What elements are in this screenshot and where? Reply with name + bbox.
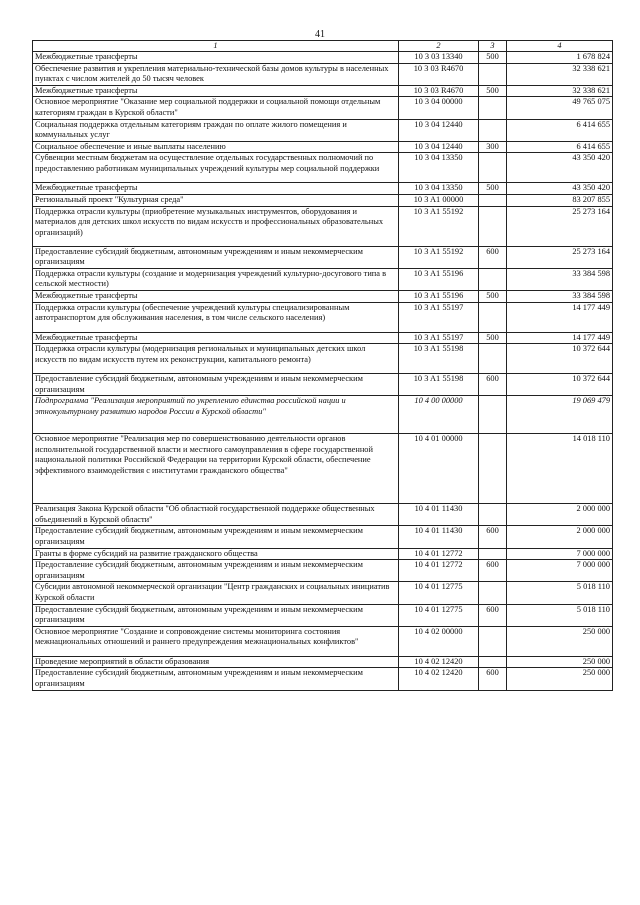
row-amount: 1 678 824 — [507, 52, 613, 64]
row-name: Межбюджетные трансферты — [33, 52, 399, 64]
row-type: 600 — [479, 668, 507, 690]
row-amount: 2 000 000 — [507, 526, 613, 548]
table-row — [33, 560, 613, 582]
row-amount: 2 000 000 — [507, 504, 613, 526]
row-type: 600 — [479, 560, 507, 582]
row-type: 300 — [479, 141, 507, 153]
row-name: Региональный проект "Культурная среда" — [33, 194, 399, 206]
table-row — [33, 344, 613, 374]
row-name: Предоставление субсидий бюджетным, автономным учреждениям и иным некоммерческим организациям — [33, 668, 399, 690]
row-code: 10 3 04 00000 — [399, 97, 479, 119]
row-name: Реализация Закона Курской области "Об областной государственной поддержке общественных объединений в Курской области" — [33, 504, 399, 526]
header-name: 1 — [33, 41, 399, 52]
table-header-row — [33, 41, 613, 52]
row-name: Подпрограмма "Реализация мероприятий по укреплению единства российской нации и этнокультурному развитию народов России в Курской области" — [33, 396, 399, 434]
row-amount: 7 000 000 — [507, 548, 613, 560]
row-code: 10 3 A1 55198 — [399, 344, 479, 374]
row-type: 500 — [479, 85, 507, 97]
row-type: 600 — [479, 526, 507, 548]
row-type: 600 — [479, 374, 507, 396]
row-name: Поддержка отрасли культуры (приобретение музыкальных инструментов, оборудования и материалов для детских школ искусств по видам искусств и профессиональных образовательных организаций) — [33, 206, 399, 246]
row-name: Субсидии автономной некоммерческой организации "Центр гражданских и социальных инициатив Курской области — [33, 582, 399, 604]
row-name: Проведение мероприятий в области образования — [33, 656, 399, 668]
row-code: 10 3 A1 55197 — [399, 332, 479, 344]
row-amount: 25 273 164 — [507, 206, 613, 246]
row-name: Предоставление субсидий бюджетным, автономным учреждениям и иным некоммерческим организациям — [33, 374, 399, 396]
row-amount: 14 177 449 — [507, 332, 613, 344]
row-code: 10 4 00 00000 — [399, 396, 479, 434]
row-type: 500 — [479, 183, 507, 195]
row-name: Межбюджетные трансферты — [33, 290, 399, 302]
header-type: 3 — [479, 41, 507, 52]
row-type — [479, 504, 507, 526]
row-name: Поддержка отрасли культуры (обеспечение учреждений культуры специализированным автотранспортом для обслуживания населения, в том числе сельского населения) — [33, 302, 399, 332]
table-row — [33, 141, 613, 153]
row-amount: 10 372 644 — [507, 344, 613, 374]
row-amount: 19 069 479 — [507, 396, 613, 434]
row-code: 10 3 03 R4670 — [399, 85, 479, 97]
table-row — [33, 582, 613, 604]
row-amount: 32 338 621 — [507, 63, 613, 85]
row-code: 10 4 02 12420 — [399, 656, 479, 668]
row-amount: 25 273 164 — [507, 246, 613, 268]
row-amount: 250 000 — [507, 668, 613, 690]
row-amount: 5 018 110 — [507, 604, 613, 626]
row-name: Поддержка отрасли культуры (модернизация региональных и муниципальных детских школ искусств по видам искусств путем их реконструкции, капитального ремонта) — [33, 344, 399, 374]
row-name: Основное мероприятие "Создание и сопровождение системы мониторинга состояния межнациональных отношений и раннего предупреждения межнациональных конфликтов" — [33, 626, 399, 656]
row-type — [479, 119, 507, 141]
budget-table — [32, 40, 613, 691]
row-name: Предоставление субсидий бюджетным, автономным учреждениям и иным некоммерческим организациям — [33, 560, 399, 582]
row-code: 10 4 02 00000 — [399, 626, 479, 656]
row-name: Основное мероприятие "Оказание мер социальной поддержки и социальной помощи отдельным категориям граждан в Курской области" — [33, 97, 399, 119]
row-type — [479, 434, 507, 504]
row-code: 10 3 A1 55192 — [399, 246, 479, 268]
table-row — [33, 268, 613, 290]
table-row — [33, 434, 613, 504]
row-type — [479, 63, 507, 85]
table-row — [33, 194, 613, 206]
row-amount: 250 000 — [507, 656, 613, 668]
row-name: Предоставление субсидий бюджетным, автономным учреждениям и иным некоммерческим организациям — [33, 526, 399, 548]
row-name: Поддержка отрасли культуры (создание и модернизация учреждений культурно-досугового типа в сельской местности) — [33, 268, 399, 290]
row-amount: 14 018 110 — [507, 434, 613, 504]
row-amount: 6 414 655 — [507, 141, 613, 153]
row-code: 10 4 01 11430 — [399, 504, 479, 526]
table-row — [33, 396, 613, 434]
table-row — [33, 302, 613, 332]
row-amount: 6 414 655 — [507, 119, 613, 141]
row-code: 10 3 04 13350 — [399, 153, 479, 183]
table-row — [33, 548, 613, 560]
header-code: 2 — [399, 41, 479, 52]
table-row — [33, 119, 613, 141]
row-type — [479, 626, 507, 656]
row-type: 500 — [479, 332, 507, 344]
table-row — [33, 63, 613, 85]
row-type: 600 — [479, 604, 507, 626]
row-name: Субвенции местным бюджетам на осуществление отдельных государственных полномочий по предоставлению работникам муниципальных учреждений культуры мер социальной поддержки — [33, 153, 399, 183]
row-type — [479, 344, 507, 374]
row-name: Межбюджетные трансферты — [33, 85, 399, 97]
row-type: 500 — [479, 52, 507, 64]
table-row — [33, 183, 613, 195]
row-type — [479, 396, 507, 434]
row-name: Межбюджетные трансферты — [33, 183, 399, 195]
header-amount: 4 — [507, 41, 613, 52]
row-code: 10 3 04 13350 — [399, 183, 479, 195]
row-type — [479, 656, 507, 668]
table-row — [33, 626, 613, 656]
table-row — [33, 85, 613, 97]
row-type — [479, 548, 507, 560]
row-code: 10 4 01 12772 — [399, 548, 479, 560]
row-code: 10 4 02 12420 — [399, 668, 479, 690]
row-amount: 14 177 449 — [507, 302, 613, 332]
table-row — [33, 504, 613, 526]
row-amount: 32 338 621 — [507, 85, 613, 97]
row-type — [479, 206, 507, 246]
row-amount: 43 350 420 — [507, 153, 613, 183]
row-type — [479, 153, 507, 183]
row-name: Межбюджетные трансферты — [33, 332, 399, 344]
row-amount: 5 018 110 — [507, 582, 613, 604]
row-amount: 7 000 000 — [507, 560, 613, 582]
row-code: 10 3 A1 55198 — [399, 374, 479, 396]
row-code: 10 3 04 12440 — [399, 141, 479, 153]
row-code: 10 3 A1 55196 — [399, 290, 479, 302]
row-code: 10 3 A1 55196 — [399, 268, 479, 290]
row-name: Социальная поддержка отдельным категориям граждан по оплате жилого помещения и коммунальных услуг — [33, 119, 399, 141]
row-code: 10 3 A1 55197 — [399, 302, 479, 332]
row-amount: 33 384 598 — [507, 290, 613, 302]
row-type — [479, 582, 507, 604]
row-amount: 10 372 644 — [507, 374, 613, 396]
table-row — [33, 604, 613, 626]
table-row — [33, 153, 613, 183]
row-name: Основное мероприятие "Реализация мер по совершенствованию деятельности органов исполнительной государственной власти и местного самоуправления в сфере государственной национальной политики Российской Федерации на территории Курской области, обеспечение эффективного взаимодействия с институтами гражданского общества" — [33, 434, 399, 504]
row-type — [479, 268, 507, 290]
table-row — [33, 290, 613, 302]
table-row — [33, 97, 613, 119]
row-code: 10 3 04 12440 — [399, 119, 479, 141]
row-code: 10 3 A1 00000 — [399, 194, 479, 206]
table-row — [33, 374, 613, 396]
table-row — [33, 656, 613, 668]
row-amount: 43 350 420 — [507, 183, 613, 195]
row-amount: 83 207 855 — [507, 194, 613, 206]
row-type — [479, 302, 507, 332]
row-type — [479, 97, 507, 119]
row-code: 10 4 01 12775 — [399, 604, 479, 626]
row-name: Обеспечение развития и укрепления материально-технической базы домов культуры в населенных пунктах с числом жителей до 50 тысяч человек — [33, 63, 399, 85]
row-name: Предоставление субсидий бюджетным, автономным учреждениям и иным некоммерческим организациям — [33, 604, 399, 626]
table-row — [33, 526, 613, 548]
row-code: 10 4 01 00000 — [399, 434, 479, 504]
page-number: 41 — [315, 29, 325, 40]
table-row — [33, 206, 613, 246]
table-row — [33, 332, 613, 344]
row-name: Социальное обеспечение и иные выплаты населению — [33, 141, 399, 153]
row-name: Гранты в форме субсидий на развитие гражданского общества — [33, 548, 399, 560]
row-amount: 49 765 075 — [507, 97, 613, 119]
row-name: Предоставление субсидий бюджетным, автономным учреждениям и иным некоммерческим организациям — [33, 246, 399, 268]
row-code: 10 3 03 13340 — [399, 52, 479, 64]
row-type: 600 — [479, 246, 507, 268]
table-row — [33, 246, 613, 268]
row-code: 10 3 A1 55192 — [399, 206, 479, 246]
row-code: 10 3 03 R4670 — [399, 63, 479, 85]
row-amount: 33 384 598 — [507, 268, 613, 290]
row-code: 10 4 01 12775 — [399, 582, 479, 604]
table-row — [33, 668, 613, 690]
table-row — [33, 52, 613, 64]
row-type — [479, 194, 507, 206]
row-amount: 250 000 — [507, 626, 613, 656]
row-code: 10 4 01 12772 — [399, 560, 479, 582]
row-type: 500 — [479, 290, 507, 302]
row-code: 10 4 01 11430 — [399, 526, 479, 548]
